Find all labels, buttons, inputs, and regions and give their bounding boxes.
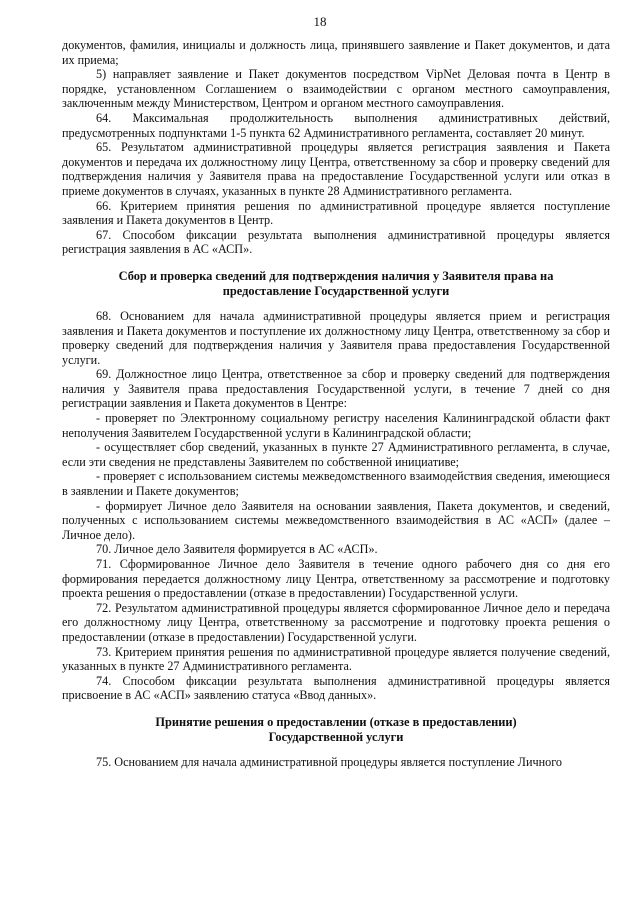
section-heading-line: Государственной услуги: [268, 729, 404, 744]
list-item: - формирует Личное дело Заявителя на основании заявления, Пакета документов, и сведений, полученных с использованием системы межведомственного взаимодействия в АС «АСП» (далее – Личное дело).: [62, 498, 610, 542]
paragraph: 66. Критерием принятия решения по административной процедуре является поступление заявления и Пакета документов в Центр.: [62, 198, 610, 228]
paragraph: 69. Должностное лицо Центра, ответственное за сбор и проверку сведений для подтверждения наличия у Заявителя права предоставления Государственной услуги, в течение 7 дней со дня регистрации заявления и Пакета документов в Центре:: [62, 367, 610, 411]
paragraph: 70. Личное дело Заявителя формируется в АС «АСП».: [96, 542, 378, 557]
paragraph: 5) направляет заявление и Пакет документов посредством VipNet Деловая почта в Центр в порядке, установленном Соглашением о взаимодействии с органом местного самоуправления, заключенным между Министерством, Центром и органом местного самоуправления.: [62, 67, 610, 111]
paragraph: 64. Максимальная продолжительность выполнения административных действий, предусмотренных подпунктами 1-5 пункта 62 Административного регламента, составляет 20 минут.: [62, 110, 610, 140]
paragraph: 73. Критерием принятия решения по административной процедуре является получение сведений, указанных в пункте 27 Административного регламента.: [62, 644, 610, 674]
paragraph: 71. Сформированное Личное дело Заявителя в течение одного рабочего дня со дня его формирования передается должностному лицу Центра, ответственному за рассмотрение и подготовку проекта решения о предоставлении (отказе в предоставлении) Государственной услуги.: [62, 557, 610, 601]
list-item: - проверяет по Электронному социальному регистру населения Калининградской области факт неполучения Заявителем Государственной услуги в Калининградской области;: [62, 411, 610, 440]
paragraph: документов, фамилия, инициалы и должность лица, принявшего заявление и Пакет документов, и дата их приема;: [62, 38, 610, 67]
document-body: [62, 38, 610, 770]
paragraph: 65. Результатом административной процедуры является регистрация заявления и Пакета документов и передача их должностному лицу Центра, ответственному за сбор и проверку сведений для подтверждения наличия у Заявителя права на предоставление Государственной услуги или отказ в приеме документов в случаях, указанных в пункте 28 Административного регламента.: [62, 140, 610, 198]
section-heading: [62, 715, 610, 745]
paragraph: 68. Основанием для начала административной процедуры является прием и регистрация заявления и Пакета документов и поступление их должностному лицу Центра, ответственному за сбор и проверку сведений для подтверждения наличия у Заявителя права предоставления Государственной услуги.: [62, 308, 610, 367]
list-item: - проверяет с использованием системы межведомственного взаимодействия сведения, имеющиеся в заявлении и Пакете документов;: [62, 469, 610, 499]
section-heading-line: предоставление Государственной услуги: [222, 283, 450, 298]
paragraph: 67. Способом фиксации результата выполнения административной процедуры является регистрация заявления в АС «АСП».: [62, 227, 610, 257]
paragraph: 72. Результатом административной процедуры является сформированное Личное дело и передача его должностному лицу Центра, ответственному за рассмотрение и подготовку проекта решения о предоставлении (отказе в предоставлении) Государственной услуги.: [62, 600, 610, 644]
section-heading-line: Сбор и проверка сведений для подтверждения наличия у Заявителя права на: [118, 268, 554, 283]
section-heading: [62, 269, 610, 299]
section-heading-line: Принятие решения о предоставлении (отказе в предоставлении): [155, 714, 517, 729]
page-number: 18: [313, 14, 327, 29]
list-item: - осуществляет сбор сведений, указанных в пункте 27 Административного регламента, в случае, если эти сведения не представлены Заявителем по собственной инициативе;: [62, 440, 610, 469]
paragraph: 74. Способом фиксации результата выполнения административной процедуры является присвоение в АС «АСП» заявлению статуса «Ввод данных».: [62, 673, 610, 703]
paragraph: 75. Основанием для начала административной процедуры является поступление Личного: [96, 754, 562, 769]
